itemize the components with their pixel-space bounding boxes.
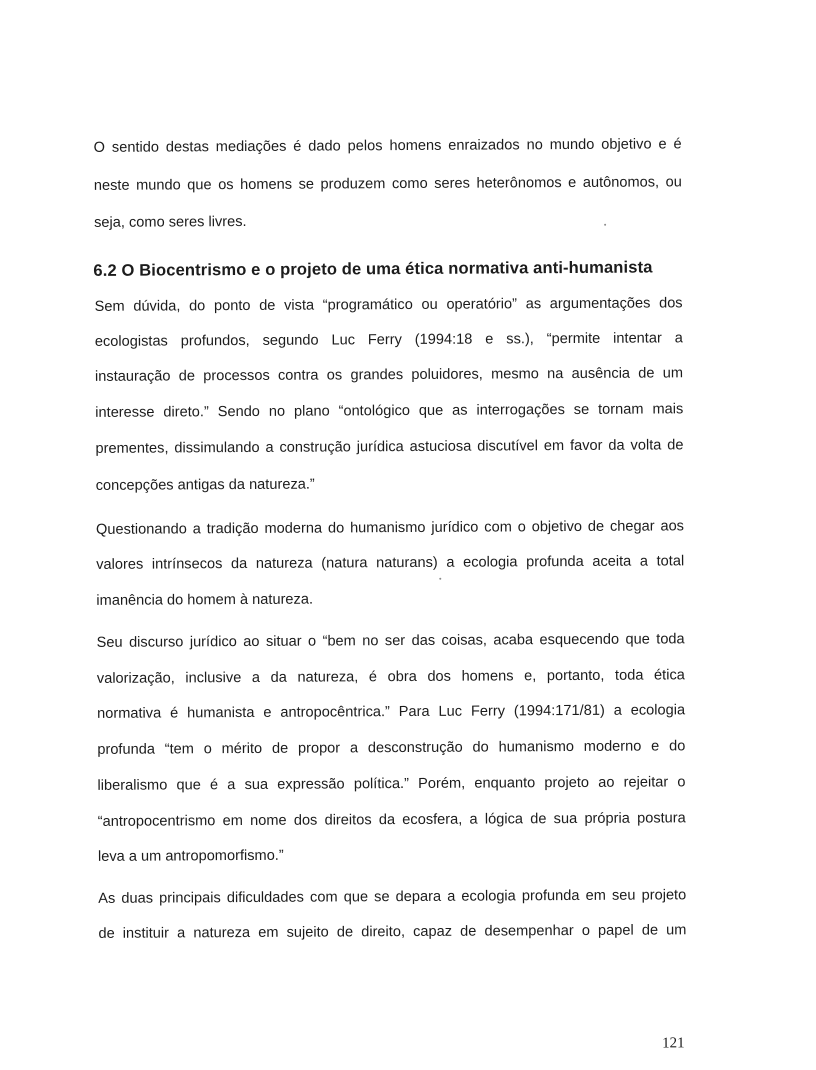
paragraph-3-line-3: normativa é humanista e antropocêntrica.” Para Luc Ferry (1994:171/81) a ecologia [97,702,686,722]
paragraph-3-line-1: Seu discurso jurídico ao situar o “bem no ser das coisas, acaba esquecendo que toda [96,631,685,651]
section-heading: 6.2 O Biocentrismo e o projeto de uma ética normativa anti-humanista [93,257,653,280]
paragraph-1-line-6: concepções antigas da natureza.” [95,476,315,494]
paragraph-3-line-7: leva a um antropomorfismo.” [97,847,284,865]
page-number: 121 [662,1035,685,1052]
paragraph-3-line-2: valorização, inclusive a da natureza, é obra dos homens e, portanto, toda ética [96,667,685,687]
intro-line-2: neste mundo que os homens se produzem como seres heterônomos e autônomos, ou [93,174,682,194]
paragraph-2-line-1: Questionando a tradição moderna do humanismo jurídico com o objetivo de chegar aos [95,518,685,538]
intro-line-1: O sentido destas mediações é dado pelos homens enraizados no mundo objetivo e é [93,136,682,156]
paragraph-3-line-6: “antropocentrismo em nome dos direitos da ecosfera, a lógica de sua própria postura [97,810,686,830]
paragraph-1-line-4: interesse direto.” Sendo no plano “ontológico que as interrogações se tornam mais [95,401,684,421]
paragraph-4-line-2: de instituir a natureza em sujeito de direito, capaz de desempenhar o papel de um [98,922,687,942]
paragraph-1-line-5: prementes, dissimulando a construção jurídica astuciosa discutível em favor da volta de [95,437,684,457]
paragraph-2-line-3: imanência do homem à natureza. [96,591,314,609]
paragraph-3-line-5: liberalismo que é a sua expressão política.” Porém, enquanto projeto ao rejeitar o [97,774,686,794]
scan-speck [604,224,606,226]
paragraph-1-line-3: instauração de processos contra os grandes poluidores, mesmo na ausência de um [94,365,684,385]
paragraph-3-line-4: profunda “tem o mérito de propor a desconstrução do humanismo moderno e do [97,738,686,758]
scan-speck [439,578,441,580]
paragraph-2-line-2: valores intrínsecos da natureza (natura naturans) a ecologia profunda aceita a total [96,553,685,573]
paragraph-1-line-2: ecologistas profundos, segundo Luc Ferry (1994:18 e ss.), “permite intentar a [94,330,683,350]
intro-line-3: seja, como seres livres. [94,213,247,231]
paragraph-4-line-1: As duas principais dificuldades com que se depara a ecologia profunda em seu projeto [98,887,687,907]
paragraph-1-line-1: Sem dúvida, do ponto de vista “programático ou operatório” as argumentações dos [94,295,683,315]
